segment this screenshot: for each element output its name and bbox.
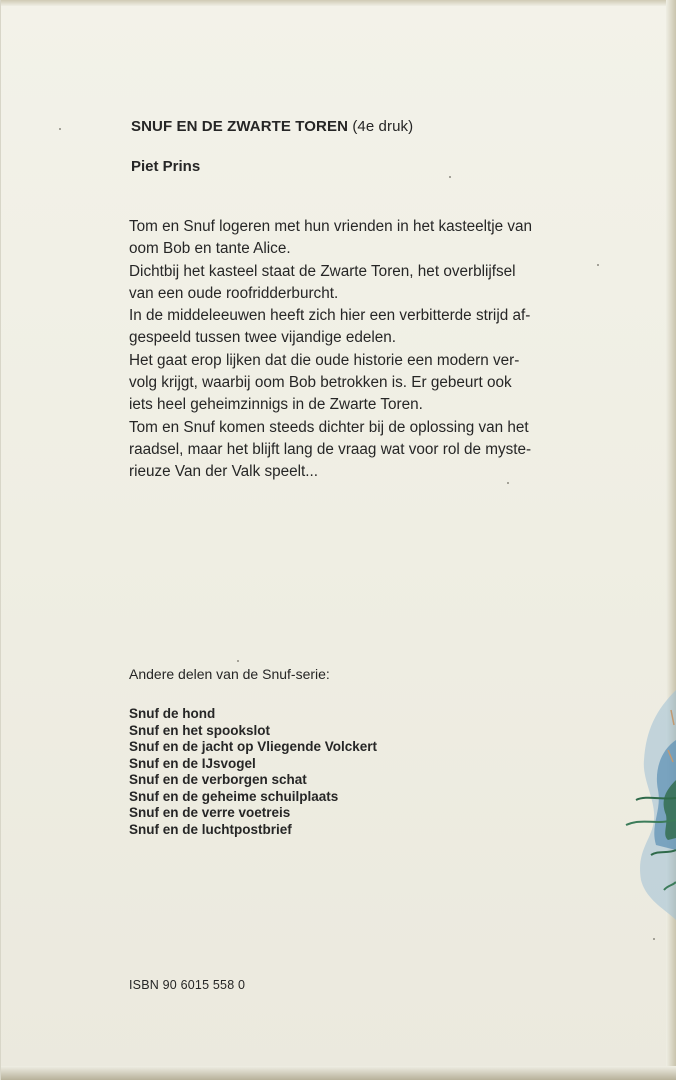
series-title: Snuf en het spookslot: [129, 722, 271, 738]
blurb-line: oom Bob en tante Alice.: [129, 240, 291, 258]
blurb-line: raadsel, maar het blijft lang de vraag wat voor rol de myste-: [129, 440, 532, 458]
blurb-line: rieuze Van der Valk speelt...: [129, 463, 319, 481]
paper-speck: [507, 482, 509, 484]
series-list: [129, 706, 377, 838]
blurb-line: Tom en Snuf komen steeds dichter bij de oplossing van het: [129, 418, 529, 436]
series-title: Snuf en de IJsvogel: [129, 755, 256, 771]
watercolor-illustration-fragment: [616, 650, 676, 950]
series-title: Snuf en de verre voetreis: [129, 805, 291, 820]
blurb-line: van een oude roofridderburcht.: [129, 284, 339, 302]
book-title: SNUF EN DE ZWARTE TOREN: [131, 118, 349, 135]
blurb-line: Het gaat erop lijken dat die oude historie een modern ver-: [129, 351, 520, 369]
series-intro: Andere delen van de Snuf-serie:: [129, 666, 330, 682]
series-title: Snuf en de jacht op Vliegende Volckert: [129, 739, 378, 754]
blurb-line: In de middeleeuwen heeft zich hier een verbitterde strijd af-: [129, 307, 531, 325]
series-title: Snuf de hond: [129, 706, 216, 721]
cover-top-edge: [1, 0, 676, 6]
series-title: Snuf en de luchtpostbrief: [129, 821, 292, 837]
paper-speck: [449, 176, 451, 178]
isbn-number: ISBN 90 6015 558 0: [129, 978, 246, 992]
blurb-line: Dichtbij het kasteel staat de Zwarte Toren, het overblijfsel: [129, 262, 516, 280]
book-title-line: [131, 118, 413, 135]
series-title: Snuf en de verborgen schat: [129, 772, 307, 787]
blurb-text: [129, 216, 579, 484]
blurb-line: iets heel geheimzinnigs in de Zwarte Toren.: [129, 396, 423, 414]
paper-speck: [597, 264, 599, 266]
cover-bottom-edge: [1, 1066, 676, 1080]
blurb-line: Tom en Snuf logeren met hun vrienden in het kasteeltje van: [129, 218, 533, 235]
blurb-line: gespeeld tussen twee vijandige edelen.: [129, 329, 397, 347]
book-author: Piet Prins: [131, 158, 201, 175]
paper-speck: [653, 938, 655, 940]
book-edition: (4e druk): [352, 118, 414, 135]
paper-speck: [237, 660, 239, 662]
paper-speck: [59, 128, 61, 130]
series-title: Snuf en de geheime schuilplaats: [129, 788, 339, 804]
blurb-line: volg krijgt, waarbij oom Bob betrokken is. Er gebeurt ook: [129, 374, 512, 392]
